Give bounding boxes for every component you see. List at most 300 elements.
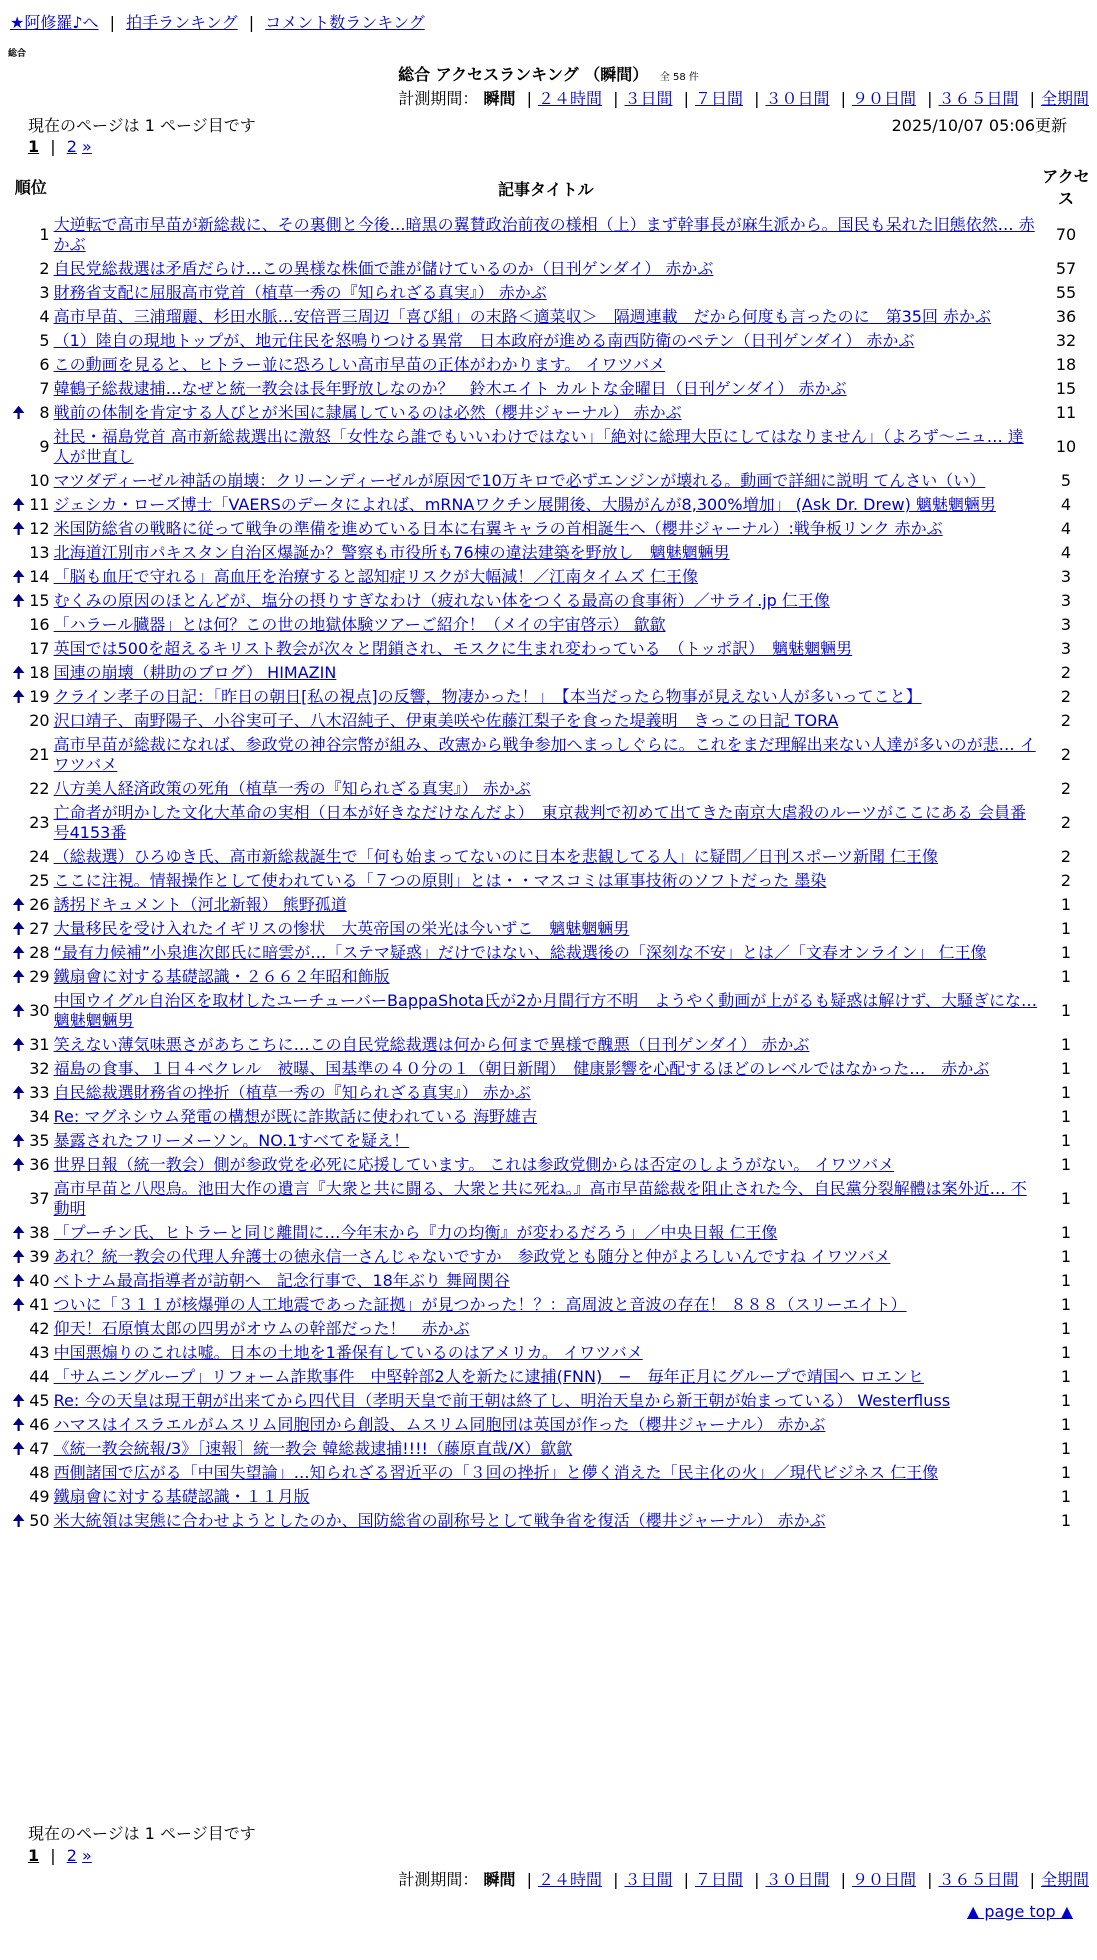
table-row [10, 1177, 1092, 1221]
home-link[interactable]: ★阿修羅♪へ [10, 13, 99, 32]
total-count: 全 58 件 [659, 72, 699, 83]
top-navigation [10, 10, 425, 33]
page-info: 現在のページは 1 ページ目です [28, 116, 256, 135]
header-title: 記事タイトル [497, 179, 594, 199]
rank-number: 29 [29, 967, 50, 986]
rank-number: 7 [39, 379, 50, 398]
rank-number: 5 [39, 331, 50, 350]
article-link[interactable]: 戦前の体制を肯定する人びとが米国に隷属しているのは必然（櫻井ジャーナル） 赤かぶ [53, 403, 682, 422]
article-link[interactable]: 国連の崩壊（耕助のブログ） HIMAZIN [53, 663, 337, 682]
table-row [10, 281, 1092, 305]
article-link[interactable]: 暴露されたフリーメーソン。NO.1すべてを疑え！ [53, 1131, 410, 1150]
rank-number: 49 [29, 1487, 50, 1506]
up-arrow-icon: 🠉 [12, 943, 26, 962]
table-row [10, 257, 1092, 281]
access-count: 1 [1060, 1463, 1072, 1482]
up-arrow-icon: 🠉 [12, 591, 26, 610]
no-change-cell [10, 469, 27, 493]
article-link[interactable]: 大逆転で高市早苗が新総裁に、その裏側と今後…暗黒の翼賛政治前夜の様相（上）まず幹事長が麻生派から。国民も呆れた旧態依然… 赤かぶ [53, 215, 1035, 254]
article-link[interactable]: 亡命者が明かした文化大革命の実相（日本が好きなだけなんだよ） 東京裁判で初めて出てきた南京大虐殺のルーツがここにある 会員番号4153番 [53, 803, 1027, 842]
ranking-title: 総合 アクセスランキング （瞬間） [398, 65, 649, 84]
table-row [10, 777, 1092, 801]
no-change-cell [10, 1317, 27, 1341]
period-separator: | [754, 89, 760, 108]
access-count: 10 [1055, 437, 1077, 456]
article-title-cell [52, 377, 1040, 401]
category-label: 総合 [8, 49, 27, 59]
table-row [10, 305, 1092, 329]
period-link-3d[interactable]: ３日間 [624, 1870, 673, 1889]
article-title-cell [52, 989, 1040, 1033]
article-title-cell [52, 777, 1040, 801]
article-title-cell [52, 845, 1040, 869]
table-row [10, 517, 1092, 541]
nav-separator: | [109, 13, 116, 32]
table-row [10, 1413, 1092, 1437]
article-title-cell [52, 1081, 1040, 1105]
table-row [10, 1293, 1092, 1317]
no-change-cell [10, 213, 27, 257]
article-link[interactable]: 高市早苗と八咫烏。池田大作の遺言『大衆と共に闘る、大衆と共に死ね。』高市早苗総裁を阻止された今、自民黨分裂解體は案外近… 不動明 [53, 1179, 1027, 1218]
rank-number: 6 [39, 355, 50, 374]
pager-current: 1 [28, 137, 40, 156]
no-change-cell [10, 613, 27, 637]
table-row [10, 1033, 1092, 1057]
rank-number: 15 [29, 591, 50, 610]
rank-number: 4 [39, 307, 50, 326]
table-row [10, 565, 1092, 589]
period-separator: | [613, 89, 619, 108]
period-link-3d[interactable]: ３日間 [624, 89, 673, 108]
table-header-row [10, 163, 1092, 213]
no-change-cell [10, 777, 27, 801]
page-title [0, 62, 1097, 85]
article-title-cell [52, 353, 1040, 377]
article-link[interactable]: 笑えない薄気味悪さがあちこちに…この自民党総裁選は何から何まで異様で醜悪（日刊ゲンダイ） 赤かぶ [53, 1035, 810, 1054]
table-row [10, 1081, 1092, 1105]
article-link[interactable]: 八方美人経済政策の死角（植草一秀の『知られざる真実』） 赤かぶ [53, 779, 531, 798]
period-separator: | [683, 89, 689, 108]
table-row [10, 917, 1092, 941]
table-row [10, 1365, 1092, 1389]
access-count: 2 [1060, 711, 1072, 730]
table-row [10, 1221, 1092, 1245]
article-link[interactable]: 福島の食事、１日４ベクレル 被曝、国基準の４０分の１（朝日新聞） 健康影響を心配するほどのレベルではなかった… 赤かぶ [53, 1059, 990, 1078]
article-link[interactable]: 中国ウイグル自治区を取材したユーチューバーBappaShota氏が2か月間行方不明 ようやく動画が上がるも疑惑は解けず、大騒ぎにな… 魑魅魍魎男 [53, 991, 1038, 1030]
period-separator: | [840, 89, 846, 108]
article-title-cell [52, 1461, 1040, 1485]
access-count: 1 [1060, 1439, 1072, 1458]
comment-ranking-link[interactable]: コメント数ランキング [265, 13, 425, 32]
article-link[interactable]: 米国防総省の戦略に従って戦争の準備を進めている日本に右翼キャラの首相誕生へ（櫻井ジャーナル）:戦争板リンク 赤かぶ [53, 519, 943, 538]
table-row [10, 589, 1092, 613]
article-link[interactable]: 社民・福島党首 高市新総裁選出に激怒「女性なら誰でもいいわけではない」「絶対に総理大臣にしてはなりません」（よろず〜ニュ… 達人が世直し [53, 427, 1024, 466]
table-row [10, 1129, 1092, 1153]
table-row [10, 1153, 1092, 1177]
pagination-bottom [28, 1846, 92, 1865]
access-count: 70 [1055, 225, 1077, 244]
article-title-cell [52, 493, 1040, 517]
access-count: 1 [1060, 1343, 1072, 1362]
access-count: 1 [1060, 1035, 1072, 1054]
access-count: 36 [1055, 307, 1077, 326]
rank-number: 40 [29, 1271, 50, 1290]
article-link[interactable]: 中国悪煽りのこれは嘘。日本の土地を1番保有しているのはアメリカ。 イワツバメ [53, 1343, 643, 1362]
period-separator: | [927, 89, 933, 108]
table-row [10, 1269, 1092, 1293]
table-row [10, 329, 1092, 353]
no-change-cell [10, 709, 27, 733]
article-title-cell [52, 1509, 1040, 1533]
rank-number: 18 [29, 663, 50, 682]
period-selector-bottom [398, 1867, 1089, 1890]
article-title-cell [52, 565, 1040, 589]
no-change-cell [10, 257, 27, 281]
article-link[interactable]: 北海道江別市パキスタン自治区爆誕か？警察も市役所も76棟の違法建築を野放し 魑魅魍魎男 [53, 543, 730, 562]
no-change-cell [10, 425, 27, 469]
access-count: 57 [1055, 259, 1077, 278]
rank-number: 35 [29, 1131, 50, 1150]
article-title-cell [52, 517, 1040, 541]
article-title-cell [52, 1485, 1040, 1509]
article-link[interactable]: 米大統領は実態に合わせようとしたのか、国防総省の副称号として戦争省を復活（櫻井ジャーナル） 赤かぶ [53, 1511, 826, 1530]
article-link[interactable]: 誘拐ドキュメント（河北新報） 熊野孤道 [53, 895, 347, 914]
period-link-365d[interactable]: ３６５日間 [938, 1870, 1019, 1889]
rank-number: 12 [29, 519, 50, 538]
rank-number: 3 [39, 283, 50, 302]
access-count: 1 [1060, 1223, 1072, 1242]
up-arrow-icon: 🠉 [12, 687, 26, 706]
no-change-cell [10, 1057, 27, 1081]
no-change-cell [10, 1105, 27, 1129]
rank-number: 30 [29, 1001, 50, 1020]
rank-number: 31 [29, 1035, 50, 1054]
table-row [10, 377, 1092, 401]
article-link[interactable]: 財務省支配に屈服高市党首（植草一秀の『知られざる真実』） 赤かぶ [53, 283, 547, 302]
article-link[interactable]: 韓鶴子総裁逮捕…なぜと統一教会は長年野放しなのか？ 鈴木エイト カルトな金曜日（日刊ゲンダイ） 赤かぶ [53, 379, 847, 398]
rank-number: 48 [29, 1463, 50, 1482]
article-link[interactable]: （1）陸自の現地トップが、地元住民を怒鳴りつける異常 日本政府が進める南西防衛のペテン（日刊ゲンダイ） 赤かぶ [53, 331, 915, 350]
period-link-30d[interactable]: ３０日間 [765, 1870, 830, 1889]
access-count: 4 [1060, 495, 1072, 514]
article-link[interactable]: ここに注視。情報操作として使われている「７つの原則」とは・・マスコミは軍事技術のソフトだった 墨染 [53, 871, 827, 890]
article-title-cell [52, 281, 1040, 305]
article-link[interactable]: ベトナム最高指導者が訪朝へ 記念行事で、18年ぶり 舞岡関谷 [53, 1271, 510, 1290]
access-count: 1 [1060, 1083, 1072, 1102]
article-title-cell [52, 213, 1040, 257]
period-separator: | [1029, 1870, 1035, 1889]
article-title-cell [52, 1153, 1040, 1177]
article-title-cell [52, 733, 1040, 777]
no-change-cell [10, 377, 27, 401]
rank-number: 37 [29, 1189, 50, 1208]
period-link-7d[interactable]: ７日間 [694, 89, 743, 108]
period-link-all[interactable]: 全期間 [1040, 1870, 1089, 1889]
table-row [10, 1317, 1092, 1341]
article-title-cell [52, 1105, 1040, 1129]
access-count: 2 [1060, 779, 1072, 798]
access-count: 1 [1060, 1511, 1072, 1530]
article-link[interactable]: Re: 今の天皇は現王朝が出来てから四代目（孝明天皇で前王朝は終了し、明治天皇から新王朝が始まっている） Westerfluss [53, 1391, 951, 1410]
period-link-90d[interactable]: ９０日間 [851, 1870, 916, 1889]
period-link-30d[interactable]: ３０日間 [765, 89, 830, 108]
rank-number: 8 [39, 403, 50, 422]
up-arrow-icon: 🠉 [12, 1001, 26, 1020]
access-count: 1 [1060, 1391, 1072, 1410]
pager-next-link[interactable]: » [82, 137, 92, 156]
table-row [10, 1389, 1092, 1413]
article-title-cell [52, 469, 1040, 493]
up-arrow-icon: 🠉 [12, 1247, 26, 1266]
article-title-cell [52, 637, 1040, 661]
article-link[interactable]: 大量移民を受け入れたイギリスの惨状 大英帝国の栄光は今いずこ 魑魅魍魎男 [53, 919, 630, 938]
period-link-7d[interactable]: ７日間 [694, 1870, 743, 1889]
article-title-cell [52, 661, 1040, 685]
article-title-cell [52, 1033, 1040, 1057]
rank-number: 41 [29, 1295, 50, 1314]
article-link[interactable]: 高市早苗が総裁になれば、参政党の神谷宗幣が組み、改憲から戦争参加へまっしぐらに。これをまだ理解出来ない人達が多いのが悲… イワツバメ [53, 735, 1036, 774]
access-count: 1 [1060, 1107, 1072, 1126]
up-arrow-icon: 🠉 [12, 1083, 26, 1102]
access-count: 1 [1060, 1059, 1072, 1078]
rank-number: 50 [29, 1511, 50, 1530]
up-arrow-icon: 🠉 [12, 1223, 26, 1242]
article-link[interactable]: 鐵扇會に対する基礎認識・１１月版 [53, 1487, 310, 1506]
article-link[interactable]: あれ？統一教会の代理人弁護士の徳永信一さんじゃないですか 参政党とも随分と仲がよろしいんですね イワツバメ [53, 1247, 891, 1266]
access-count: 1 [1060, 1295, 1072, 1314]
article-link[interactable]: 高市早苗、三浦瑠麗、杉田水脈…安倍晋三周辺「喜び組」の末路＜適菜収＞ 隔週連載 だから何度も言ったのに 第35回 赤かぶ [53, 307, 992, 326]
table-row [10, 965, 1092, 989]
article-link[interactable]: （総裁選）ひろゆき氏、高市新総裁誕生で「何も始まってないのに日本を悲観してる人」に疑問／日刊スポーツ新聞 仁王像 [53, 847, 939, 866]
access-count: 4 [1060, 543, 1072, 562]
rank-number: 11 [29, 495, 50, 514]
access-count: 1 [1060, 1319, 1072, 1338]
no-change-cell [10, 353, 27, 377]
pager-separator: | [50, 1846, 56, 1865]
page-info-bottom: 現在のページは 1 ページ目です [28, 1824, 256, 1843]
rank-number: 25 [29, 871, 50, 890]
period-link-24h[interactable]: ２４時間 [537, 89, 602, 108]
rank-number: 9 [39, 437, 50, 456]
up-arrow-icon: 🠉 [12, 495, 26, 514]
period-selector [398, 86, 1089, 109]
page-top [967, 1902, 1073, 1921]
access-count: 1 [1060, 895, 1072, 914]
access-count: 2 [1060, 847, 1072, 866]
article-link[interactable]: 仰天！石原慎太郎の四男がオウムの幹部だった！ 赤かぶ [53, 1319, 470, 1338]
article-link[interactable]: 鐵扇會に対する基礎認識・２６６２年昭和飾版 [53, 967, 390, 986]
article-title-cell [52, 1245, 1040, 1269]
up-arrow-icon: 🠉 [12, 1391, 26, 1410]
article-link[interactable]: 世界日報（統一教会）側が参政党を必死に応援しています。 これは参政党側からは否定のしようがない。 イワツバメ [53, 1155, 895, 1174]
article-title-cell [52, 1365, 1040, 1389]
access-count: 1 [1060, 1415, 1072, 1434]
table-row [10, 733, 1092, 777]
pager-current: 1 [28, 1846, 40, 1865]
rank-number: 46 [29, 1415, 50, 1434]
table-row [10, 661, 1092, 685]
rank-number: 39 [29, 1247, 50, 1266]
access-count: 2 [1060, 745, 1072, 764]
access-count: 1 [1060, 943, 1072, 962]
header-access: アクセス [1042, 167, 1090, 208]
table-row [10, 401, 1092, 425]
article-link[interactable]: 「ハラール臓器」とは何？この世の地獄体験ツアーご紹介！（メイの宇宙啓示） 歙歙 [53, 615, 666, 634]
up-arrow-icon: 🠉 [12, 567, 26, 586]
rank-number: 1 [39, 225, 50, 244]
access-count: 2 [1060, 663, 1072, 682]
up-arrow-icon: 🠉 [12, 1131, 26, 1150]
article-link[interactable]: 沢口靖子、南野陽子、小谷実可子、八木沼純子、伊東美咲や佐藤江梨子を食った堤義明 きっこの日記 TORA [53, 711, 839, 730]
access-count: 1 [1060, 967, 1072, 986]
article-link[interactable]: “最有力候補”小泉進次郎氏に暗雲が…「ステマ疑惑」だけではない、総裁選後の「深刻な不安」とは／「文春オンライン」 仁王像 [53, 943, 987, 962]
period-label: 計測期間： [398, 89, 479, 108]
rank-number: 34 [29, 1107, 50, 1126]
article-title-cell [52, 685, 1040, 709]
table-row [10, 869, 1092, 893]
access-count: 1 [1060, 1247, 1072, 1266]
no-change-cell [10, 281, 27, 305]
access-count: 3 [1060, 639, 1072, 658]
article-title-cell [52, 917, 1040, 941]
article-link[interactable]: 「脳も血圧で守れる」高血圧を治療すると認知症リスクが大幅減！／江南タイムズ 仁王像 [53, 567, 699, 586]
article-link[interactable]: 自民党総裁選は矛盾だらけ…この異様な株価で誰が儲けているのか（日刊ゲンダイ） 赤かぶ [53, 259, 714, 278]
article-link[interactable]: 「サムニングループ」リフォーム詐欺事件 中堅幹部2人を新たに逮捕(FNN) − 毎年正月にグループで靖国へ ロエンヒ [53, 1367, 924, 1386]
rank-number: 28 [29, 943, 50, 962]
rank-number: 36 [29, 1155, 50, 1174]
up-arrow-icon: 🠉 [12, 519, 26, 538]
article-link[interactable]: 英国では500を超えるキリスト教会が次々と閉鎖され、モスクに生まれ変わっている （トッポ訳） 魑魅魍魎男 [53, 639, 853, 658]
period-link-90d[interactable]: ９０日間 [851, 89, 916, 108]
up-arrow-icon: 🠉 [12, 919, 26, 938]
table-row [10, 801, 1092, 845]
table-row [10, 941, 1092, 965]
rank-number: 2 [39, 259, 50, 278]
period-current: 瞬間 [483, 89, 516, 108]
access-count: 1 [1060, 1189, 1072, 1208]
access-count: 5 [1060, 471, 1072, 490]
no-change-cell [10, 1485, 27, 1509]
no-change-cell [10, 305, 27, 329]
article-link[interactable]: 「プーチン氏、ヒトラーと同じ離間に…今年末から『力の均衡』が変わるだろう」／中央日報 仁王像 [53, 1223, 778, 1242]
pager-link-2[interactable]: 2 [66, 137, 77, 156]
article-link[interactable]: クライン孝子の日記：「昨日の朝日[私の視点]の反響，物凄かった！」 【本当だったら物事が見えない人が多いってこと】 [53, 687, 922, 706]
article-link[interactable]: ついに「３１１が核爆弾の人工地震であった証拠」が見つかった！？：高周波と音波の存在！ ８８８（スリーエイト） [53, 1295, 907, 1314]
article-title-cell [52, 1413, 1040, 1437]
article-link[interactable]: ジェシカ・ローズ博士「VAERSのデータによれば、mRNAワクチン展開後、大腸がんが8,300%増加」 (Ask Dr. Drew) 魑魅魍魎男 [53, 495, 996, 514]
rank-number: 24 [29, 847, 50, 866]
rank-number: 42 [29, 1319, 50, 1338]
period-separator: | [613, 1870, 619, 1889]
article-link[interactable]: 西側諸国で広がる「中国失望論」…知られざる習近平の「３回の挫折」と儚く消えた「民主化の火」／現代ビジネス 仁王像 [53, 1463, 939, 1482]
table-row [10, 613, 1092, 637]
up-arrow-icon: 🠉 [12, 1439, 26, 1458]
article-link[interactable]: 自民総裁選財務省の挫折（植草一秀の『知られざる真実』） 赤かぶ [53, 1083, 531, 1102]
no-change-cell [10, 541, 27, 565]
no-change-cell [10, 733, 27, 777]
rank-number: 16 [29, 615, 50, 634]
up-arrow-icon: 🠉 [12, 967, 26, 986]
rank-number: 10 [29, 471, 50, 490]
table-row [10, 1105, 1092, 1129]
up-arrow-icon: 🠉 [12, 895, 26, 914]
access-count: 55 [1055, 283, 1077, 302]
period-link-365d[interactable]: ３６５日間 [938, 89, 1019, 108]
access-count: 15 [1055, 379, 1077, 398]
rank-number: 32 [29, 1059, 50, 1078]
period-link-all[interactable]: 全期間 [1040, 89, 1089, 108]
up-arrow-icon: 🠉 [12, 1295, 26, 1314]
no-change-cell [10, 329, 27, 353]
article-title-cell [52, 1389, 1040, 1413]
article-title-cell [52, 589, 1040, 613]
table-row [10, 469, 1092, 493]
rank-number: 44 [29, 1367, 50, 1386]
up-arrow-icon: 🠉 [12, 1511, 26, 1530]
article-link[interactable]: Re: マグネシウム発電の構想が既に詐欺話に使われている 海野雄吉 [53, 1107, 538, 1126]
article-link[interactable]: ハマスはイスラエルがムスリム同胞団から創設、ムスリム同胞団は英国が作った（櫻井ジャーナル） 赤かぶ [53, 1415, 826, 1434]
access-count: 11 [1055, 403, 1077, 422]
up-arrow-icon: 🠉 [12, 1035, 26, 1054]
table-row [10, 1461, 1092, 1485]
article-title-cell [52, 1129, 1040, 1153]
article-link[interactable]: 《統一教会統報/3》［速報］統一教会 韓総裁逮捕!!!!（藤原直哉/X）歙歙 [53, 1439, 573, 1458]
article-link[interactable]: むくみの原因のほとんどが、塩分の摂りすぎなわけ（疲れない体をつくる最高の食事術）／サライ.jp 仁王像 [53, 591, 830, 610]
no-change-cell [10, 801, 27, 845]
pager-separator: | [50, 137, 56, 156]
period-separator: | [754, 1870, 760, 1889]
ranking-table [10, 163, 1092, 1533]
table-row [10, 1437, 1092, 1461]
up-arrow-icon: 🠉 [12, 403, 26, 422]
pager-link-2[interactable]: 2 [66, 1846, 77, 1865]
rank-number: 43 [29, 1343, 50, 1362]
no-change-cell [10, 637, 27, 661]
table-row [10, 637, 1092, 661]
period-link-24h[interactable]: ２４時間 [537, 1870, 602, 1889]
article-link[interactable]: マツダディーゼル神話の崩壊：クリーンディーゼルが原因で10万キロで必ずエンジンが壊れる。動画で詳細に説明 てんさい（い） [53, 471, 986, 490]
table-row [10, 709, 1092, 733]
rank-number: 19 [29, 687, 50, 706]
period-separator: | [840, 1870, 846, 1889]
no-change-cell [10, 1365, 27, 1389]
article-title-cell [52, 1317, 1040, 1341]
table-row [10, 1485, 1092, 1509]
rank-number: 20 [29, 711, 50, 730]
article-link[interactable]: この動画を見ると、ヒトラー並に恐ろしい高市早苗の正体がわかります。 イワツバメ [53, 355, 666, 374]
rank-number: 22 [29, 779, 50, 798]
access-count: 18 [1055, 355, 1077, 374]
updated-timestamp: 2025/10/07 05:06更新 [891, 116, 1067, 135]
access-count: 1 [1060, 1487, 1072, 1506]
table-row [10, 1341, 1092, 1365]
table-row [10, 893, 1092, 917]
article-title-cell [52, 329, 1040, 353]
page-top-link[interactable]: ▲ page top ▲ [966, 1902, 1073, 1921]
article-title-cell [52, 425, 1040, 469]
rank-number: 23 [29, 813, 50, 832]
access-count: 2 [1060, 687, 1072, 706]
article-title-cell [52, 401, 1040, 425]
access-count: 1 [1060, 1131, 1072, 1150]
table-row [10, 493, 1092, 517]
article-title-cell [52, 709, 1040, 733]
period-label: 計測期間： [398, 1870, 479, 1889]
access-count: 1 [1060, 1155, 1072, 1174]
applause-ranking-link[interactable]: 拍手ランキング [126, 13, 238, 32]
pager-next-link[interactable]: » [82, 1846, 92, 1865]
rank-number: 47 [29, 1439, 50, 1458]
